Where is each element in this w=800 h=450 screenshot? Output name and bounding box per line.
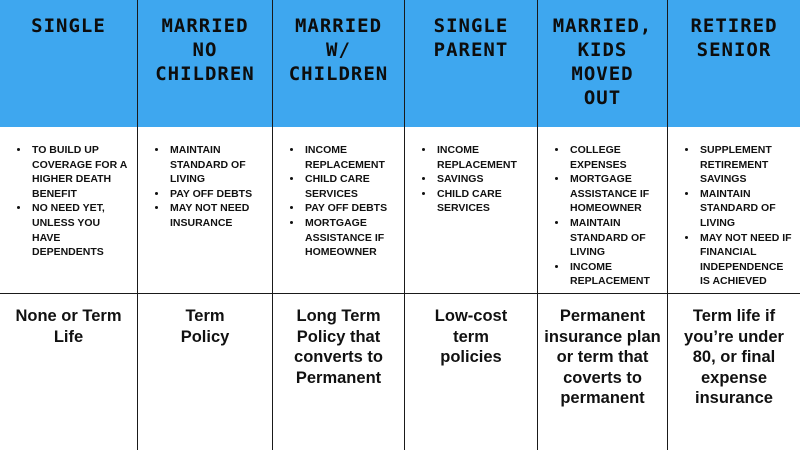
header-married-with-children: MARRIED W/ CHILDREN xyxy=(273,0,405,127)
list-item: • CHILD CARE SERVICES xyxy=(435,187,531,216)
needs-list xyxy=(423,143,531,216)
list-item: • MORTGAGE ASSISTANCE IF HOMEOWNER xyxy=(303,216,398,260)
needs-married-no-children xyxy=(138,127,273,294)
recommendation-married-with-children xyxy=(273,294,405,450)
header-single: SINGLE xyxy=(0,0,138,127)
header-married-no-children: MARRIED NO CHILDREN xyxy=(138,0,273,127)
list-item: • SAVINGS xyxy=(435,172,531,187)
recommendation-text: Low-cost term policies xyxy=(434,307,508,366)
recommendation-single xyxy=(0,294,138,450)
list-item: • PAY OFF DEBTS xyxy=(303,201,398,216)
list-item: • INCOME REPLACEMENT xyxy=(568,260,661,289)
recommendation-retired-senior xyxy=(668,294,800,450)
list-item: • TO BUILD UP COVERAGE FOR A HIGHER DEATH BENEFIT xyxy=(30,143,131,201)
needs-list xyxy=(556,143,661,289)
recommendation-text: Term life if you’re under 80, or final expense insurance xyxy=(684,307,784,407)
recommendation-text: Permanent insurance plan or term that coverts to permanent xyxy=(544,307,661,407)
list-item: • PAY OFF DEBTS xyxy=(168,187,266,202)
list-item: • MORTGAGE ASSISTANCE IF HOMEOWNER xyxy=(568,172,661,216)
list-item: • MAY NOT NEED INSURANCE xyxy=(168,201,266,230)
list-item: • MAINTAIN STANDARD OF LIVING xyxy=(568,216,661,260)
recommendation-text: None or Term Life xyxy=(15,307,122,346)
recommendation-text: Long Term Policy that converts to Permanent xyxy=(294,307,383,387)
recommendation-single-parent xyxy=(405,294,538,450)
needs-list xyxy=(156,143,266,231)
list-item: • NO NEED YET, UNLESS YOU HAVE DEPENDENTS xyxy=(30,201,131,259)
needs-single-parent xyxy=(405,127,538,294)
list-item: • MAY NOT NEED IF FINANCIAL INDEPENDENCE IS ACHIEVED xyxy=(698,231,794,289)
list-item: • INCOME REPLACEMENT xyxy=(303,143,398,172)
header-married-kids-moved-out: MARRIED, KIDS MOVED OUT xyxy=(538,0,668,127)
recommendation-text: Term Policy xyxy=(180,307,230,346)
header-retired-senior: RETIRED SENIOR xyxy=(668,0,800,127)
list-item: • INCOME REPLACEMENT xyxy=(435,143,531,172)
list-item: • COLLEGE EXPENSES xyxy=(568,143,661,172)
needs-list xyxy=(18,143,131,260)
header-single-parent: SINGLE PARENT xyxy=(405,0,538,127)
needs-list xyxy=(686,143,794,289)
needs-retired-senior xyxy=(668,127,800,294)
recommendation-married-kids-moved-out xyxy=(538,294,668,450)
needs-married-with-children xyxy=(273,127,405,294)
needs-married-kids-moved-out xyxy=(538,127,668,294)
needs-single xyxy=(0,127,138,294)
list-item: • CHILD CARE SERVICES xyxy=(303,172,398,201)
recommendation-married-no-children xyxy=(138,294,273,450)
needs-list xyxy=(291,143,398,260)
list-item: • MAINTAIN STANDARD OF LIVING xyxy=(698,187,794,231)
list-item: • SUPPLEMENT RETIREMENT SAVINGS xyxy=(698,143,794,187)
list-item: • MAINTAIN STANDARD OF LIVING xyxy=(168,143,266,187)
